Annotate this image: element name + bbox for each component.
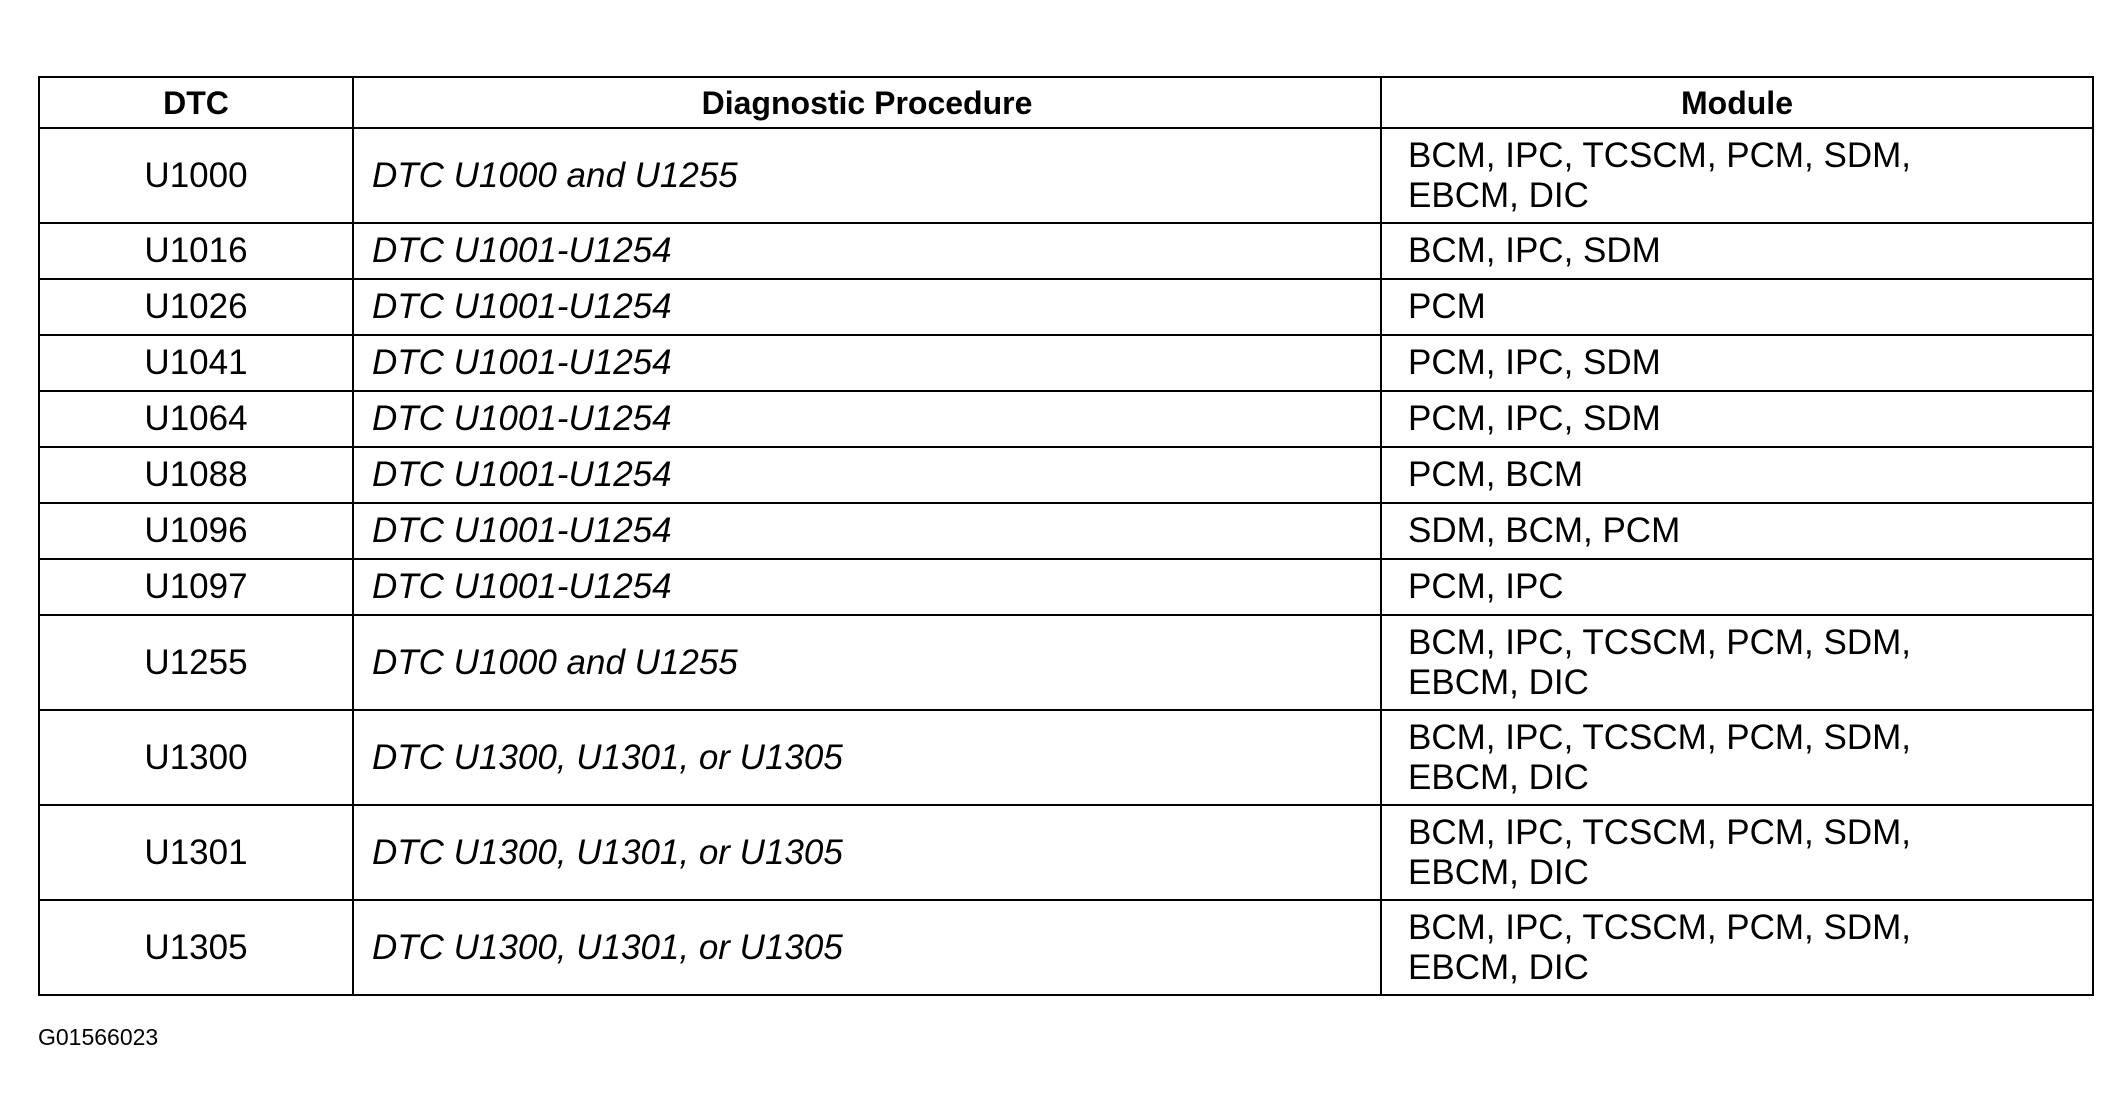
module-line: EBCM, DIC xyxy=(1408,947,1589,987)
module-cell xyxy=(1381,900,2093,995)
header-diagnostic-procedure: Diagnostic Procedure xyxy=(353,77,1381,128)
dtc-code-cell: U1026 xyxy=(39,279,353,335)
module-cell xyxy=(1381,503,2093,559)
diagnostic-procedure-cell: DTC U1000 and U1255 xyxy=(353,615,1381,710)
dtc-code-cell: U1255 xyxy=(39,615,353,710)
table-row xyxy=(39,710,2093,805)
module-line: PCM, IPC, SDM xyxy=(1408,343,1661,382)
table-row xyxy=(39,128,2093,223)
dtc-code-cell: U1000 xyxy=(39,128,353,223)
module-line: PCM, IPC, SDM xyxy=(1408,399,1661,438)
figure-id: G01566023 xyxy=(38,1024,159,1050)
module-line: BCM, IPC, TCSCM, PCM, SDM, xyxy=(1408,135,1911,175)
module-line: BCM, IPC, SDM xyxy=(1408,231,1661,270)
module-line: SDM, BCM, PCM xyxy=(1408,511,1681,550)
module-line: PCM, BCM xyxy=(1408,455,1583,494)
diagnostic-procedure-cell: DTC U1001-U1254 xyxy=(353,223,1381,279)
diagnostic-procedure-cell: DTC U1300, U1301, or U1305 xyxy=(353,900,1381,995)
module-line: EBCM, DIC xyxy=(1408,757,1589,797)
dtc-code-cell: U1096 xyxy=(39,503,353,559)
module-line: BCM, IPC, TCSCM, PCM, SDM, xyxy=(1408,812,1911,852)
table-row xyxy=(39,900,2093,995)
table-row xyxy=(39,615,2093,710)
module-cell xyxy=(1381,559,2093,615)
module-line: BCM, IPC, TCSCM, PCM, SDM, xyxy=(1408,622,1911,662)
dtc-table xyxy=(38,76,2094,996)
module-line: PCM, IPC xyxy=(1408,567,1564,606)
header-module: Module xyxy=(1381,77,2093,128)
module-line: PCM xyxy=(1408,287,1486,326)
table-row xyxy=(39,391,2093,447)
dtc-code-cell: U1301 xyxy=(39,805,353,900)
dtc-code-cell: U1088 xyxy=(39,447,353,503)
diagnostic-procedure-cell: DTC U1001-U1254 xyxy=(353,447,1381,503)
module-cell xyxy=(1381,447,2093,503)
diagnostic-procedure-cell: DTC U1001-U1254 xyxy=(353,559,1381,615)
module-cell xyxy=(1381,335,2093,391)
dtc-code-cell: U1300 xyxy=(39,710,353,805)
module-line: BCM, IPC, TCSCM, PCM, SDM, xyxy=(1408,717,1911,757)
module-line: BCM, IPC, TCSCM, PCM, SDM, xyxy=(1408,907,1911,947)
diagnostic-procedure-cell: DTC U1300, U1301, or U1305 xyxy=(353,805,1381,900)
module-cell xyxy=(1381,391,2093,447)
module-cell xyxy=(1381,128,2093,223)
table-header-row xyxy=(39,77,2093,128)
module-cell xyxy=(1381,615,2093,710)
module-line: EBCM, DIC xyxy=(1408,662,1589,702)
diagnostic-procedure-cell: DTC U1001-U1254 xyxy=(353,335,1381,391)
table-row xyxy=(39,335,2093,391)
table-row xyxy=(39,559,2093,615)
dtc-code-cell: U1097 xyxy=(39,559,353,615)
header-dtc: DTC xyxy=(39,77,353,128)
module-cell xyxy=(1381,710,2093,805)
module-cell xyxy=(1381,223,2093,279)
diagnostic-procedure-cell: DTC U1001-U1254 xyxy=(353,279,1381,335)
table-body xyxy=(39,128,2093,995)
module-cell xyxy=(1381,279,2093,335)
diagnostic-procedure-cell: DTC U1300, U1301, or U1305 xyxy=(353,710,1381,805)
module-line: EBCM, DIC xyxy=(1408,175,1589,215)
table-row xyxy=(39,223,2093,279)
table-row xyxy=(39,805,2093,900)
diagnostic-procedure-cell: DTC U1000 and U1255 xyxy=(353,128,1381,223)
table-row xyxy=(39,503,2093,559)
table-row xyxy=(39,279,2093,335)
dtc-code-cell: U1064 xyxy=(39,391,353,447)
dtc-code-cell: U1305 xyxy=(39,900,353,995)
table-row xyxy=(39,447,2093,503)
diagnostic-procedure-cell: DTC U1001-U1254 xyxy=(353,503,1381,559)
module-line: EBCM, DIC xyxy=(1408,852,1589,892)
diagnostic-procedure-cell: DTC U1001-U1254 xyxy=(353,391,1381,447)
dtc-code-cell: U1041 xyxy=(39,335,353,391)
dtc-code-cell: U1016 xyxy=(39,223,353,279)
module-cell xyxy=(1381,805,2093,900)
